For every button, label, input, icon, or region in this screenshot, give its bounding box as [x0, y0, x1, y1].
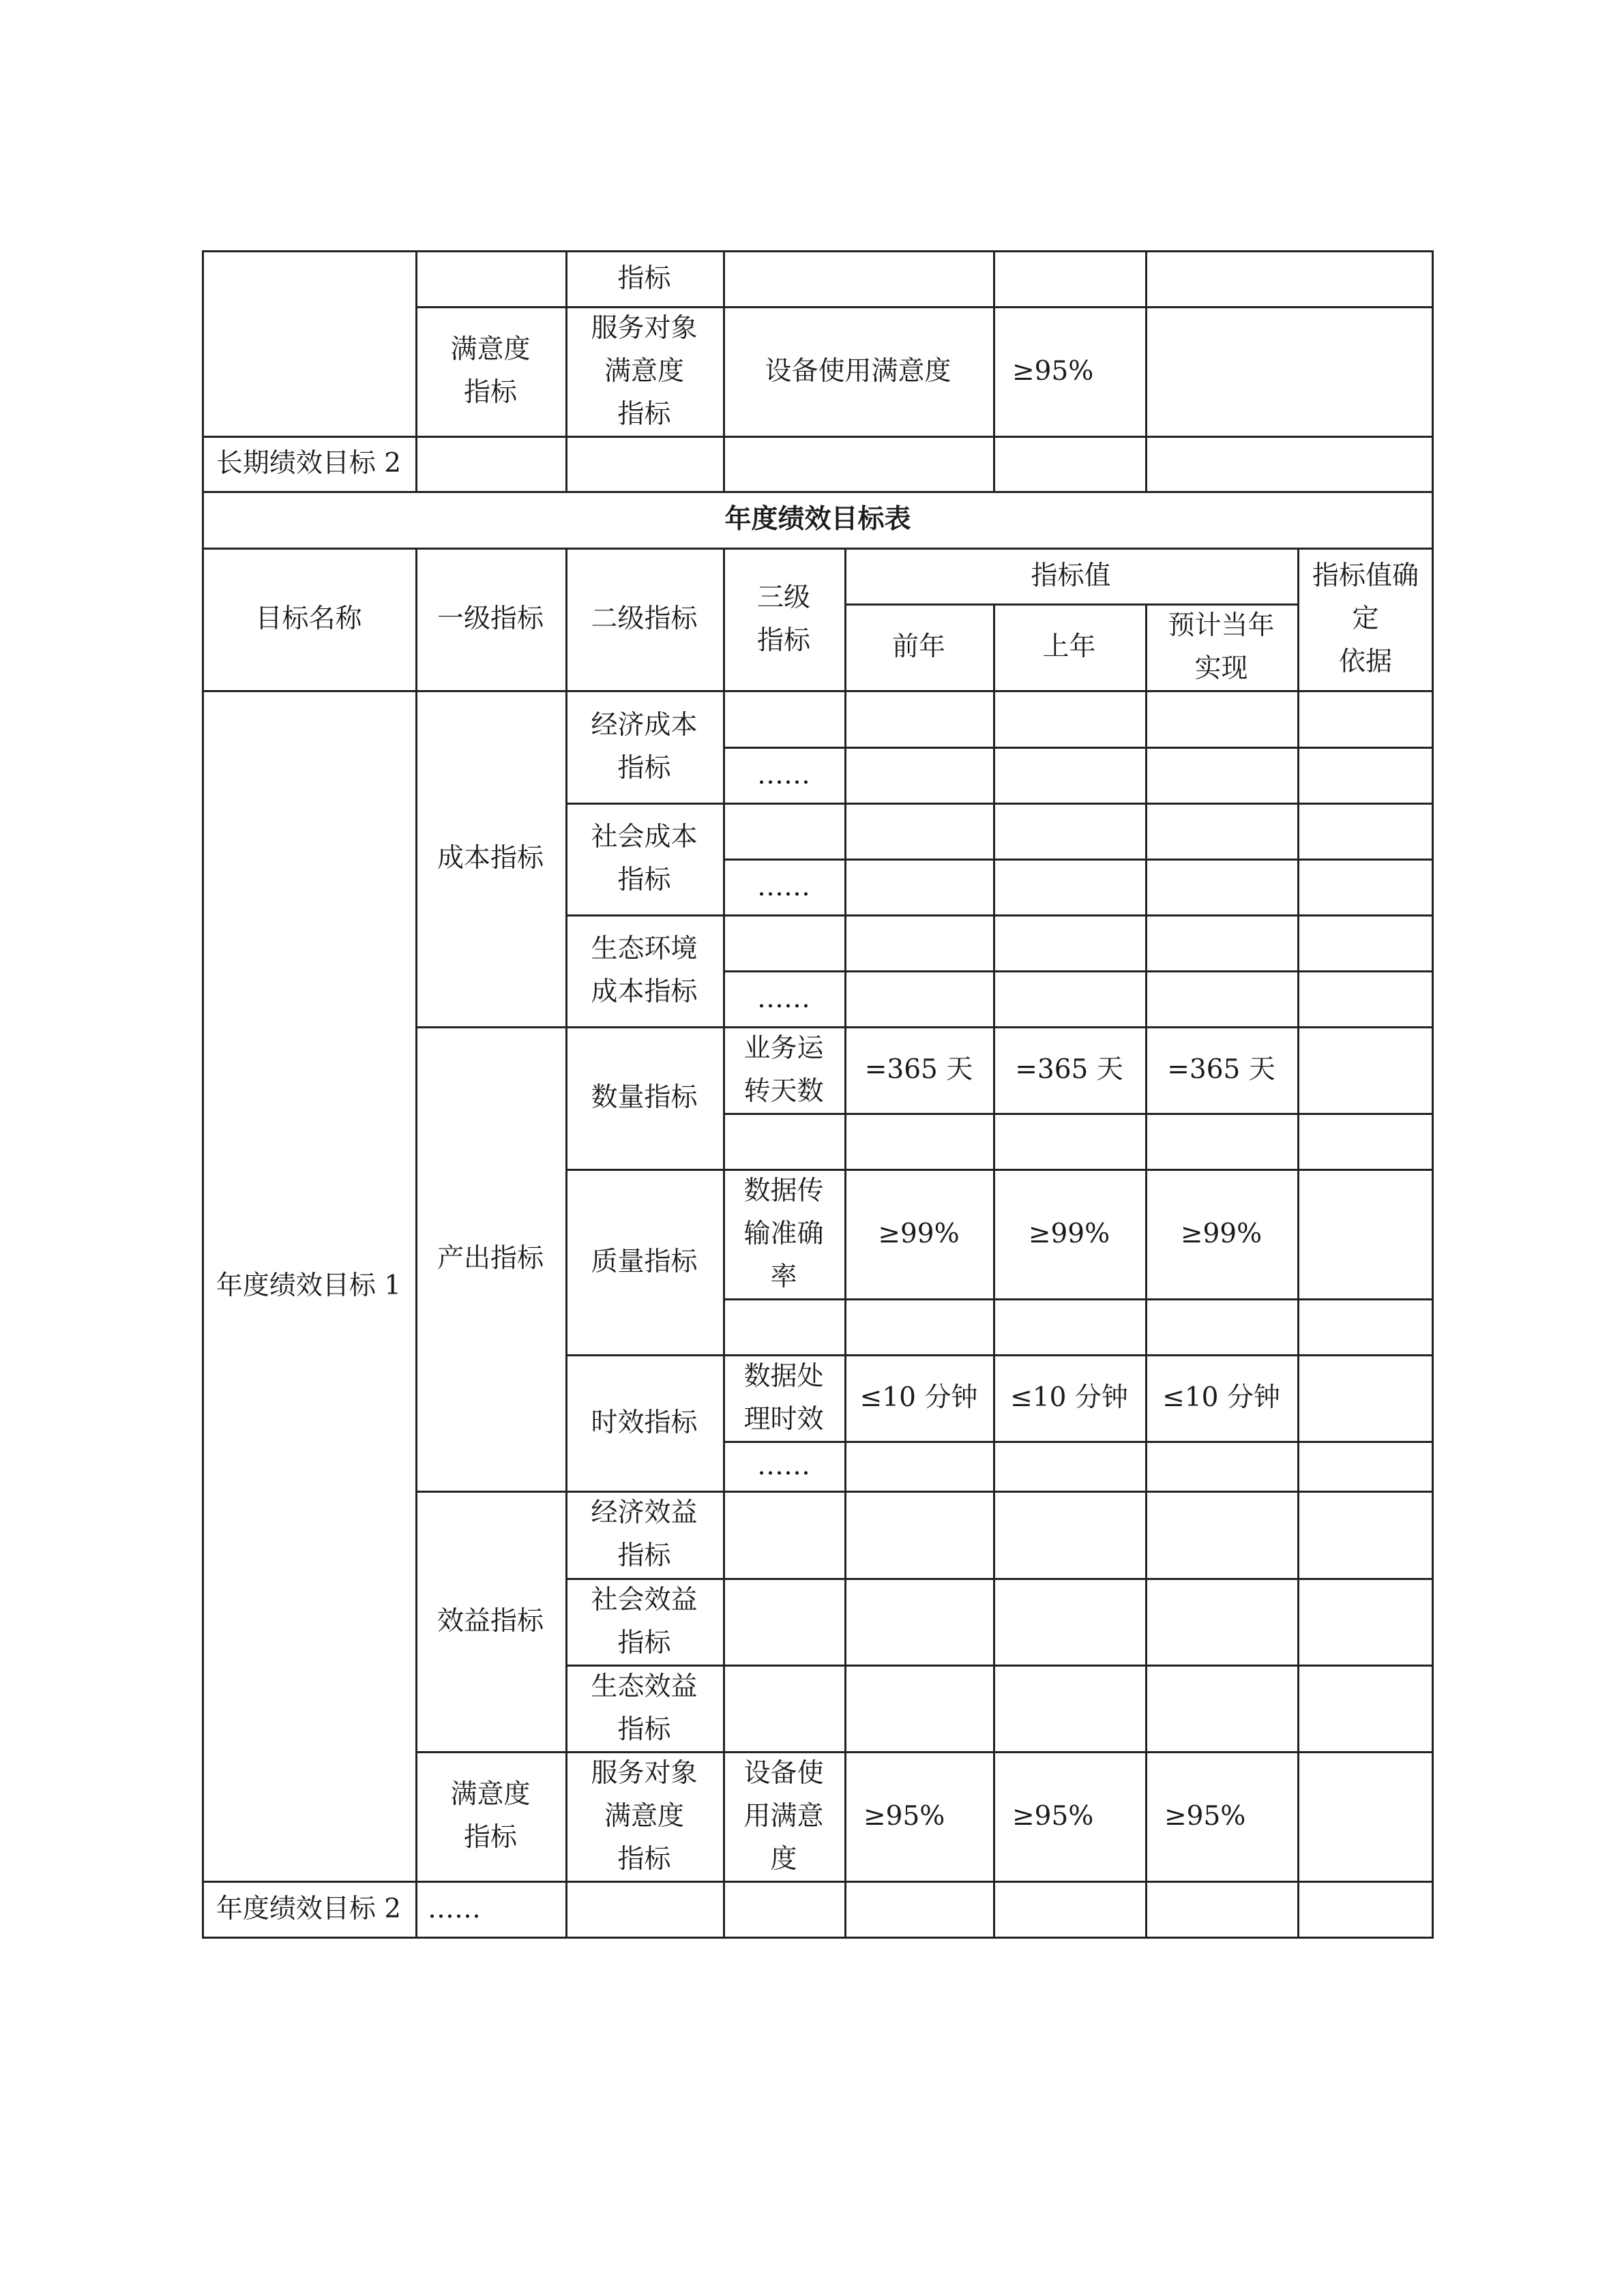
value-prev-prev: =365 天 [864, 1054, 973, 1085]
header-basis: 指标值确 定 依据 [1312, 561, 1419, 677]
value-current: =365 天 [1167, 1054, 1275, 1085]
ellipsis: …… [757, 983, 810, 1014]
level2-economic-cost: 经济成本 指标 [591, 709, 698, 784]
level2-social-cost: 社会成本 指标 [591, 822, 698, 895]
level1-cost: 成本指标 [437, 843, 544, 874]
annual-goal-1: 年度绩效目标 1 [216, 1270, 402, 1301]
rule [202, 250, 1434, 252]
ellipsis: …… [428, 1893, 481, 1924]
level2-ecological-benefit: 生态效益 指标 [591, 1671, 698, 1745]
level2-service-satisfaction: 服务对象 满意度 指标 [591, 1757, 698, 1875]
level1-output: 产出指标 [437, 1243, 544, 1274]
value-prev-prev: ≤10 分钟 [859, 1382, 978, 1413]
indicator-transmission-accuracy: 数据传 输准确 率 [743, 1175, 824, 1292]
value-current: ≥95% [1164, 1800, 1246, 1832]
header-level2: 二级指标 [591, 603, 698, 634]
rule [723, 1298, 1434, 1300]
header-level3: 三级 指标 [756, 582, 810, 656]
rule [1145, 250, 1147, 493]
level2-eco-env-cost: 生态环境 成本指标 [591, 934, 698, 1007]
level3-service-satisfaction: 服务对象 满意度 指标 [591, 312, 698, 430]
value-prev: ≤10 分钟 [1010, 1382, 1128, 1413]
rule [1297, 548, 1299, 1939]
level1-benefit: 效益指标 [437, 1605, 544, 1637]
value-prev: =365 天 [1015, 1054, 1123, 1085]
indicator-equipment-satisfaction: 设备使用满意度 [765, 355, 951, 387]
level3-indicator-tail: 指标 [617, 263, 671, 294]
level1-satisfaction: 满意度 指标 [450, 1779, 531, 1853]
long-term-goal-2: 长期绩效目标 2 [216, 448, 402, 479]
level2-social-benefit: 社会效益 指标 [591, 1584, 698, 1658]
header-level1: 一级指标 [437, 603, 544, 634]
value-prev: ≥95% [1012, 1800, 1094, 1832]
level2-satisfaction: 满意度 指标 [450, 334, 531, 408]
annual-goal-2: 年度绩效目标 2 [216, 1893, 402, 1924]
header-current-year: 预计当年 实现 [1168, 610, 1275, 684]
rule [202, 1937, 1434, 1939]
level2-quantity: 数量指标 [591, 1082, 698, 1113]
indicator-operating-days: 业务运 转天数 [743, 1032, 824, 1107]
value-current: ≤10 分钟 [1162, 1382, 1280, 1413]
level2-quality: 质量指标 [591, 1246, 698, 1277]
value-prev-prev: ≥95% [863, 1800, 945, 1832]
value-prev-prev: ≥99% [878, 1218, 960, 1249]
level2-timeliness: 时效指标 [591, 1407, 698, 1438]
header-prev-prev-year: 前年 [891, 631, 945, 662]
ellipsis: …… [757, 871, 810, 902]
indicator-equipment-satisfaction: 设备使 用满意 度 [743, 1757, 824, 1875]
value-prev: ≥99% [1028, 1218, 1110, 1249]
header-goal-name: 目标名称 [255, 603, 362, 634]
level2-economic-benefit: 经济效益 指标 [591, 1497, 698, 1571]
indicator-processing-time: 数据处 理时效 [743, 1360, 824, 1435]
rule [723, 1113, 1434, 1115]
target-value: ≥95% [1012, 355, 1094, 387]
ellipsis: …… [757, 1450, 810, 1481]
ellipsis: …… [757, 759, 810, 790]
annual-table-title: 年度绩效目标表 [724, 504, 911, 535]
value-current: ≥99% [1180, 1218, 1263, 1249]
header-value-group: 指标值 [1031, 560, 1111, 591]
header-prev-year: 上年 [1042, 631, 1096, 662]
